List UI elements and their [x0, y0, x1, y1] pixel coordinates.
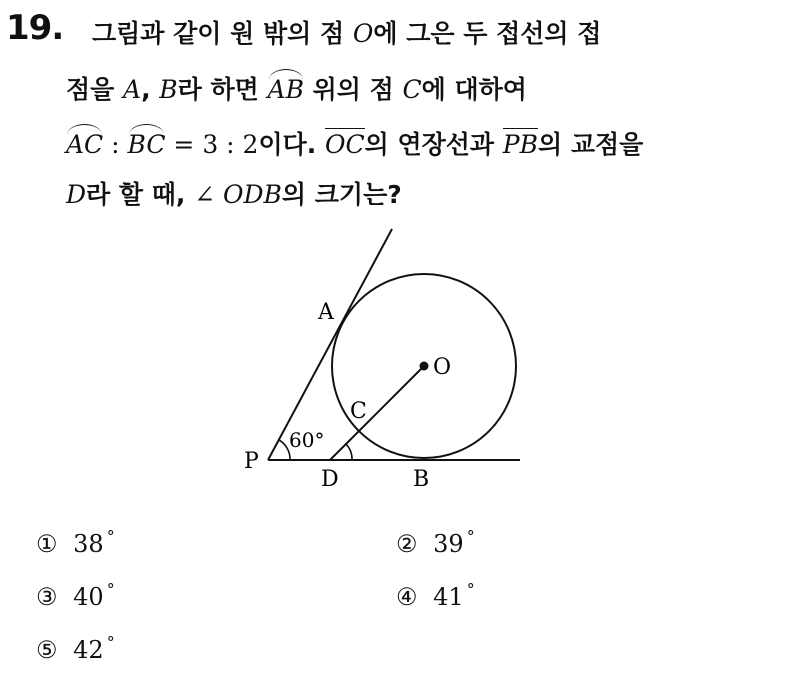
point-a-label: A [123, 75, 142, 104]
label-b: B [413, 467, 430, 492]
question-text: 라 할 때, [86, 180, 195, 209]
arc-ac: AC [66, 124, 103, 159]
angle-arc-d [346, 444, 352, 460]
question-text: 라 하면 [177, 75, 268, 104]
label-a: A [318, 300, 334, 325]
center-dot [420, 362, 429, 371]
segment-oc: OC [324, 130, 365, 159]
choice-value: 40 [73, 583, 104, 611]
question-text: 의 크기는? [281, 180, 402, 209]
question-text: 에 대하여 [421, 75, 527, 104]
choice-mark: ② [396, 530, 418, 558]
point-o-label: O [352, 19, 374, 48]
choice-value: 38 [73, 530, 104, 558]
degree-symbol: ° [106, 527, 115, 546]
arc-ab: AB [268, 69, 304, 104]
label-o: O [433, 355, 452, 380]
angle-odb: ∠ ODB [194, 180, 282, 209]
choice-value: 39 [433, 530, 464, 558]
arc-bc: BC [128, 124, 166, 159]
choice-mark: ⑤ [36, 636, 58, 664]
choice-mark: ① [36, 530, 58, 558]
tangent-line-pa [268, 229, 392, 460]
degree-symbol: ° [466, 580, 475, 599]
question-text: 의 연장선과 [364, 130, 503, 159]
choice-mark: ④ [396, 583, 418, 611]
label-d: D [321, 467, 339, 492]
question-text: 위의 점 [303, 75, 403, 104]
choice-value: 42 [73, 636, 104, 664]
question-text: 점을 [66, 75, 124, 104]
comma: , [141, 75, 160, 104]
choice-mark: ③ [36, 583, 58, 611]
question-text: 의 교점을 [537, 130, 644, 159]
degree-symbol: ° [106, 580, 115, 599]
point-d-label: D [66, 180, 87, 209]
label-p: P [244, 449, 259, 474]
colon: : [103, 130, 128, 159]
point-c-label: C [402, 75, 422, 104]
question-text: 이다. [258, 130, 325, 159]
choice-4[interactable] [396, 580, 475, 611]
degree-symbol: ° [466, 527, 475, 546]
degree-symbol: ° [106, 633, 115, 652]
choice-value: 41 [433, 583, 464, 611]
ratio: = 3 : 2 [165, 130, 259, 159]
segment-pb: PB [502, 130, 538, 159]
choice-2[interactable] [396, 527, 475, 558]
choice-5[interactable] [36, 633, 115, 664]
label-angle-p: 60° [289, 428, 325, 452]
choice-1[interactable] [36, 527, 115, 558]
question-text: 에 그은 두 접선의 접 [373, 19, 602, 48]
choice-3[interactable] [36, 580, 115, 611]
question-number: 19. [6, 8, 64, 48]
point-b-label: B [159, 75, 178, 104]
label-c: C [350, 399, 367, 424]
question-text: 그림과 같이 원 밖의 점 [92, 19, 353, 48]
